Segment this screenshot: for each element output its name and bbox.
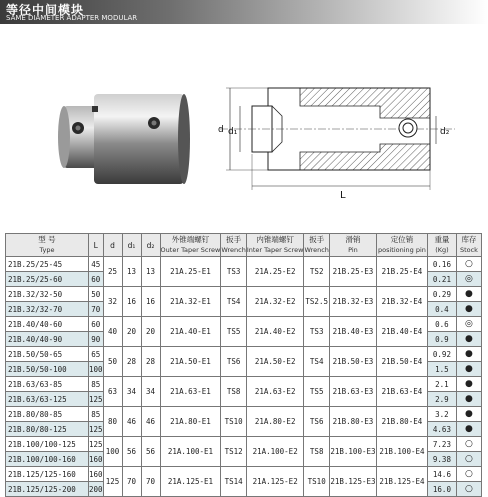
cell-d: 63: [103, 377, 122, 407]
cell-wrench1: TS10: [221, 407, 246, 437]
cell-outer-screw: 21A.125-E1: [160, 467, 221, 497]
table-row: [6, 407, 482, 422]
cell-d1: 56: [122, 437, 141, 467]
cell-wrench2: TS8: [304, 437, 329, 467]
table-row: [6, 347, 482, 362]
cell-weight: 9.38: [427, 452, 456, 467]
cell-d1: 13: [122, 257, 141, 287]
table-row: [6, 437, 482, 452]
label-L: L: [340, 190, 346, 201]
col-positioning-pin: 定位销 positioning pin: [376, 234, 427, 257]
table-row: [6, 287, 482, 302]
cell-outer-screw: 21A.40-E1: [160, 317, 221, 347]
cell-wrench1: TS12: [221, 437, 246, 467]
cell-weight: 3.2: [427, 407, 456, 422]
cell-positioning-pin: 21B.100-E4: [376, 437, 427, 467]
label-d: d: [218, 125, 224, 135]
cell-type: 21B.40/40-60: [6, 317, 89, 332]
cell-type: 21B.25/25-60: [6, 272, 89, 287]
col-pin: 滑销 Pin: [329, 234, 376, 257]
cell-d: 32: [103, 287, 122, 317]
cell-pin: 21B.80-E3: [329, 407, 376, 437]
cell-pin: 21B.100-E3: [329, 437, 376, 467]
cell-d2: 34: [141, 377, 160, 407]
cell-weight: 0.16: [427, 257, 456, 272]
cell-weight: 0.9: [427, 332, 456, 347]
cell-stock: ○: [456, 452, 481, 467]
cell-wrench2: TS4: [304, 347, 329, 377]
cell-stock: ●: [456, 347, 481, 362]
cell-wrench2: TS2.5: [304, 287, 329, 317]
cell-weight: 2.1: [427, 377, 456, 392]
col-inner-screw: 内锥端螺钉 Inter Taper Screw: [246, 234, 304, 257]
cell-wrench2: TS5: [304, 377, 329, 407]
cell-type: 21B.32/32-70: [6, 302, 89, 317]
col-type: 型 号 Type: [6, 234, 89, 257]
cell-d2: 20: [141, 317, 160, 347]
col-outer-screw: 外锥端螺钉 Outer Taper Screw: [160, 234, 221, 257]
cell-inner-screw: 21A.50-E2: [246, 347, 304, 377]
cell-d1: 20: [122, 317, 141, 347]
cell-type: 21B.125/125-200: [6, 482, 89, 497]
cell-stock: ●: [456, 377, 481, 392]
cell-wrench2: TS10: [304, 467, 329, 497]
cell-outer-screw: 21A.25-E1: [160, 257, 221, 287]
cell-weight: 14.6: [427, 467, 456, 482]
cell-stock: ○: [456, 437, 481, 452]
table-body: [6, 257, 482, 497]
cell-weight: 16.0: [427, 482, 456, 497]
table-header-row: [6, 234, 482, 257]
cell-type: 21B.50/50-100: [6, 362, 89, 377]
cell-L: 70: [89, 302, 104, 317]
cell-positioning-pin: 21B.50-E4: [376, 347, 427, 377]
cell-inner-screw: 21A.25-E2: [246, 257, 304, 287]
cell-inner-screw: 21A.100-E2: [246, 437, 304, 467]
cell-d: 25: [103, 257, 122, 287]
cell-L: 60: [89, 317, 104, 332]
col-d1: d₁: [122, 234, 141, 257]
technical-drawing: [190, 78, 488, 208]
cell-type: 21B.63/63-125: [6, 392, 89, 407]
page-header: [0, 0, 488, 24]
col-L: L: [89, 234, 104, 257]
cell-d: 100: [103, 437, 122, 467]
cell-stock: ●: [456, 407, 481, 422]
page-subtitle: SAME DIAMETER ADAPTER MODULAR: [6, 14, 138, 22]
cell-wrench1: TS8: [221, 377, 246, 407]
cell-L: 125: [89, 437, 104, 452]
cell-stock: ○: [456, 257, 481, 272]
cell-stock: ●: [456, 422, 481, 437]
cell-d2: 70: [141, 467, 160, 497]
cell-stock: ○: [456, 467, 481, 482]
cell-positioning-pin: 21B.32-E4: [376, 287, 427, 317]
cell-inner-screw: 21A.63-E2: [246, 377, 304, 407]
cell-positioning-pin: 21B.63-E4: [376, 377, 427, 407]
col-d: d: [103, 234, 122, 257]
cell-pin: 21B.40-E3: [329, 317, 376, 347]
cell-type: 21B.80/80-85: [6, 407, 89, 422]
cell-stock: ◎: [456, 272, 481, 287]
cell-type: 21B.100/100-125: [6, 437, 89, 452]
cell-wrench2: TS2: [304, 257, 329, 287]
cell-d2: 16: [141, 287, 160, 317]
cell-d1: 28: [122, 347, 141, 377]
table-row: [6, 257, 482, 272]
cell-weight: 0.21: [427, 272, 456, 287]
cell-weight: 0.6: [427, 317, 456, 332]
cell-weight: 2.9: [427, 392, 456, 407]
cell-L: 125: [89, 392, 104, 407]
cell-wrench1: TS14: [221, 467, 246, 497]
col-stock: 库存 Stock: [456, 234, 481, 257]
cell-stock: ●: [456, 332, 481, 347]
cell-pin: 21B.50-E3: [329, 347, 376, 377]
cell-type: 21B.63/63-85: [6, 377, 89, 392]
cell-L: 85: [89, 377, 104, 392]
cell-type: 21B.80/80-125: [6, 422, 89, 437]
cell-outer-screw: 21A.100-E1: [160, 437, 221, 467]
col-d2: d₂: [141, 234, 160, 257]
cell-positioning-pin: 21B.125-E4: [376, 467, 427, 497]
col-wrench1: 扳手 Wrench: [221, 234, 246, 257]
cell-type: 21B.100/100-160: [6, 452, 89, 467]
cell-L: 60: [89, 272, 104, 287]
cell-L: 65: [89, 347, 104, 362]
cell-d2: 28: [141, 347, 160, 377]
cell-inner-screw: 21A.125-E2: [246, 467, 304, 497]
cell-positioning-pin: 21B.25-E4: [376, 257, 427, 287]
cell-d: 125: [103, 467, 122, 497]
cell-stock: ○: [456, 482, 481, 497]
cell-d: 40: [103, 317, 122, 347]
cell-L: 125: [89, 422, 104, 437]
cell-d2: 46: [141, 407, 160, 437]
cell-type: 21B.32/32-50: [6, 287, 89, 302]
cell-pin: 21B.25-E3: [329, 257, 376, 287]
cell-type: 21B.125/125-160: [6, 467, 89, 482]
product-photo: [54, 88, 194, 193]
cell-L: 50: [89, 287, 104, 302]
cell-weight: 0.4: [427, 302, 456, 317]
cell-weight: 0.29: [427, 287, 456, 302]
cell-pin: 21B.125-E3: [329, 467, 376, 497]
cell-d: 50: [103, 347, 122, 377]
table-row: [6, 377, 482, 392]
cell-wrench2: TS3: [304, 317, 329, 347]
cell-wrench2: TS6: [304, 407, 329, 437]
cell-d2: 56: [141, 437, 160, 467]
cell-L: 160: [89, 467, 104, 482]
cell-wrench1: TS3: [221, 257, 246, 287]
cell-outer-screw: 21A.63-E1: [160, 377, 221, 407]
cell-stock: ◎: [456, 317, 481, 332]
cell-stock: ●: [456, 392, 481, 407]
cell-weight: 7.23: [427, 437, 456, 452]
cell-d1: 70: [122, 467, 141, 497]
cell-inner-screw: 21A.80-E2: [246, 407, 304, 437]
cell-L: 160: [89, 452, 104, 467]
cell-L: 100: [89, 362, 104, 377]
spec-table: [5, 233, 482, 497]
col-wrench2: 扳手 Wrench: [304, 234, 329, 257]
cell-positioning-pin: 21B.80-E4: [376, 407, 427, 437]
table-row: [6, 317, 482, 332]
cell-L: 45: [89, 257, 104, 272]
col-weight: 重量 (Kg): [427, 234, 456, 257]
label-d2: d₂: [440, 127, 450, 137]
cell-d: 80: [103, 407, 122, 437]
cell-weight: 1.5: [427, 362, 456, 377]
cell-wrench1: TS4: [221, 287, 246, 317]
cell-d2: 13: [141, 257, 160, 287]
cell-stock: ●: [456, 287, 481, 302]
cell-weight: 0.92: [427, 347, 456, 362]
cell-type: 21B.40/40-90: [6, 332, 89, 347]
cell-wrench1: TS6: [221, 347, 246, 377]
cell-stock: ●: [456, 302, 481, 317]
page-title: 等径中间模块: [6, 3, 85, 17]
cell-L: 200: [89, 482, 104, 497]
cell-wrench1: TS5: [221, 317, 246, 347]
table-row: [6, 467, 482, 482]
cell-type: 21B.25/25-45: [6, 257, 89, 272]
cell-d1: 34: [122, 377, 141, 407]
cell-L: 90: [89, 332, 104, 347]
cell-L: 85: [89, 407, 104, 422]
cell-weight: 4.63: [427, 422, 456, 437]
cell-inner-screw: 21A.32-E2: [246, 287, 304, 317]
label-d1: d₁: [228, 127, 238, 137]
cell-inner-screw: 21A.40-E2: [246, 317, 304, 347]
cell-pin: 21B.63-E3: [329, 377, 376, 407]
cell-pin: 21B.32-E3: [329, 287, 376, 317]
cell-positioning-pin: 21B.40-E4: [376, 317, 427, 347]
cell-stock: ●: [456, 362, 481, 377]
cell-outer-screw: 21A.80-E1: [160, 407, 221, 437]
cell-outer-screw: 21A.32-E1: [160, 287, 221, 317]
cell-outer-screw: 21A.50-E1: [160, 347, 221, 377]
cell-d1: 46: [122, 407, 141, 437]
cell-type: 21B.50/50-65: [6, 347, 89, 362]
cell-d1: 16: [122, 287, 141, 317]
